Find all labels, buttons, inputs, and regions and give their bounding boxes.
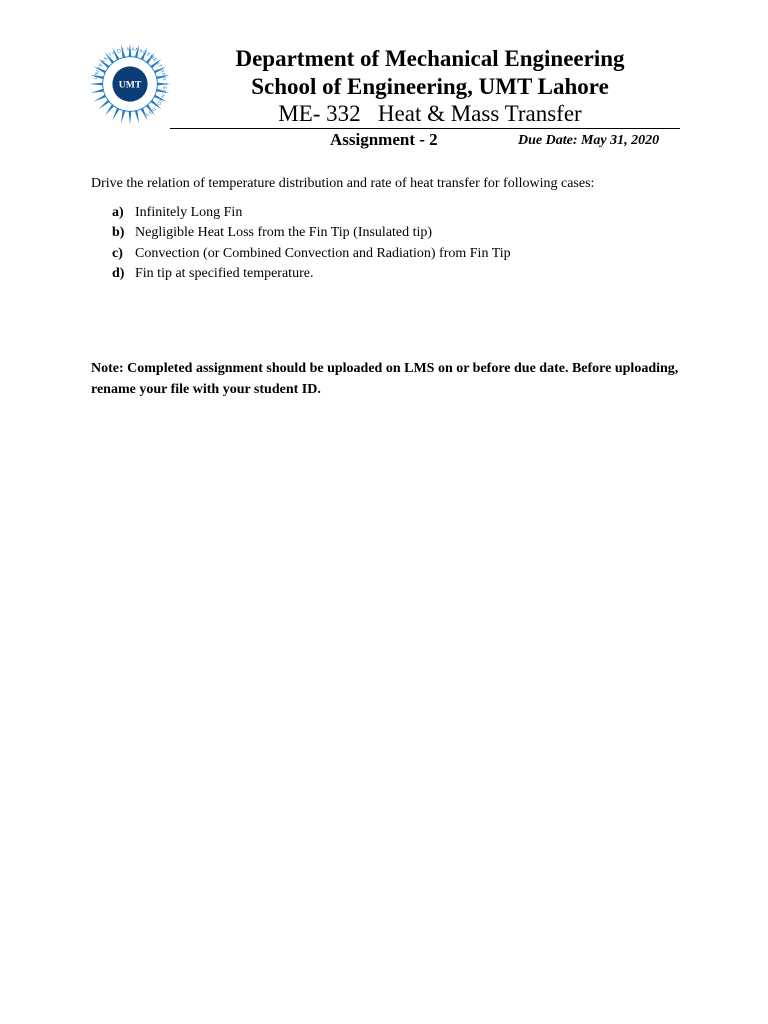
- list-item-text: Infinitely Long Fin: [135, 205, 243, 220]
- list-item-text: Fin tip at specified temperature.: [135, 265, 314, 281]
- logo-ray: [121, 110, 125, 123]
- university-logo: [86, 40, 174, 128]
- list-marker: d): [112, 265, 125, 281]
- intro-text: Drive the relation of temperature distribution and rate of heat transfer for following cases:: [91, 176, 595, 191]
- logo-ray: [98, 100, 109, 109]
- logo-ring-text: UNIVERSITY OF MANAGEMENT AND TECHNOLOGY: [93, 47, 167, 117]
- logo-ray: [94, 95, 107, 102]
- logo-ray: [90, 83, 103, 86]
- logo-ray: [135, 110, 139, 123]
- umt-seal-icon: [86, 40, 174, 128]
- submission-note: Note: Completed assignment should be uploaded on LMS on or before due date. Before uploading, rename your file with your student ID.: [91, 361, 679, 397]
- department-title: Department of Mechanical Engineering: [235, 46, 625, 71]
- list-marker: a): [112, 205, 124, 220]
- list-item-text: Convection (or Combined Convection and Radiation) from Fin Tip: [135, 245, 511, 261]
- logo-ray: [91, 89, 104, 93]
- list-marker: b): [112, 225, 125, 241]
- logo-ray: [105, 104, 114, 115]
- course-title: ME- 332 Heat & Mass Transfer: [278, 101, 582, 126]
- assignment-title: Assignment - 2: [330, 130, 438, 149]
- school-title: School of Engineering, UMT Lahore: [251, 74, 609, 99]
- logo-ray: [129, 111, 132, 124]
- logo-center-text: UMT: [118, 79, 142, 91]
- list-marker: c): [112, 245, 123, 261]
- logo-ray: [112, 108, 119, 121]
- list-item-text: Negligible Heat Loss from the Fin Tip (Insulated tip): [135, 225, 433, 241]
- due-date: Due Date: May 31, 2020: [518, 133, 660, 148]
- header-divider: [170, 128, 680, 129]
